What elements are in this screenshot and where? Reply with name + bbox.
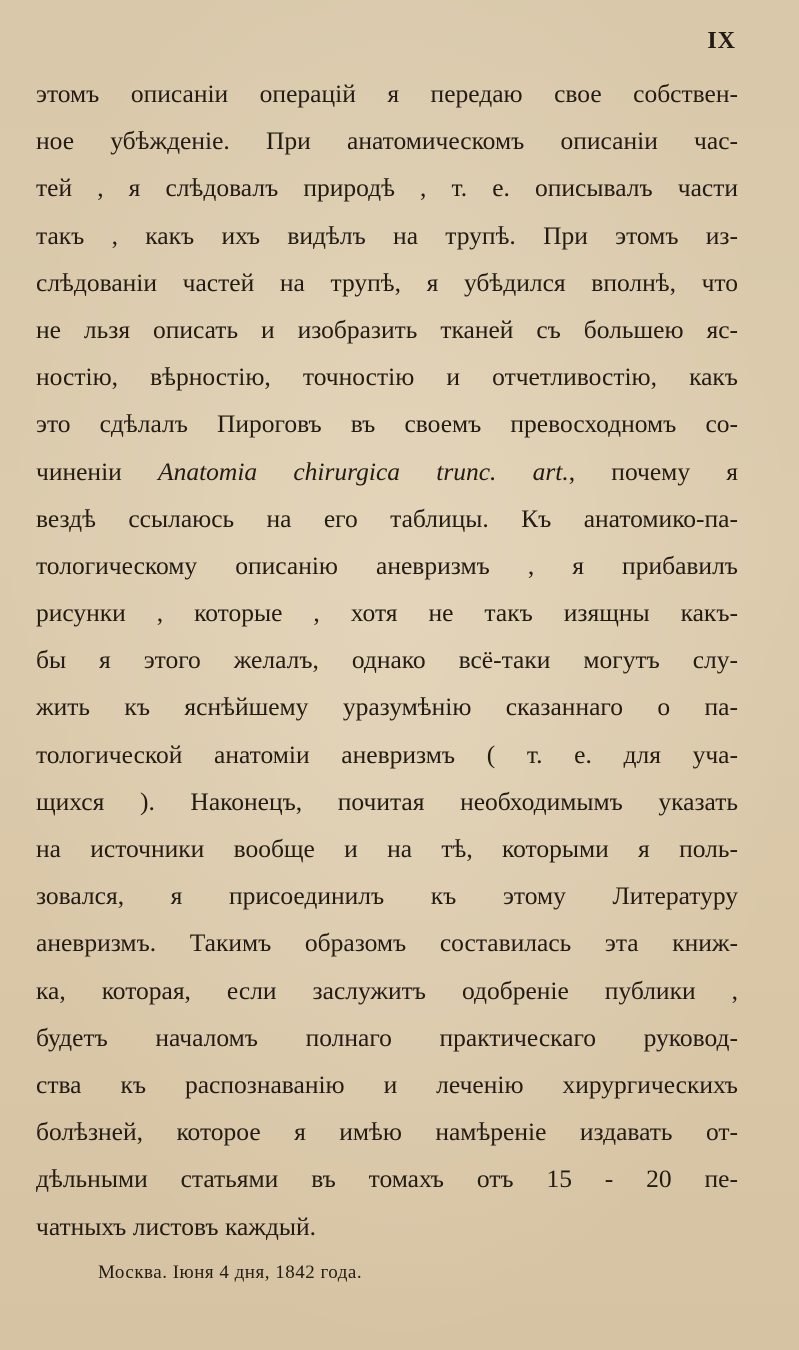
text-line: будетъ началомъ полнаго практическаго руковод- — [36, 1022, 738, 1052]
text-line: чиненiи Anatomia chirurgica trunc. art., почему я — [36, 456, 738, 486]
text-line: ностiю, вѣрностiю, точностiю и отчетливостiю, какъ — [36, 362, 738, 392]
page-number: IX — [707, 28, 736, 54]
text-line: слѣдованiи частей на трупѣ, я убѣдился вполнѣ, что — [36, 267, 738, 297]
text-line: болѣзней, которое я имѣю намѣренiе издавать от- — [36, 1117, 738, 1147]
text-line: ное убѣжденiе. При анатомическомъ описанiи час- — [36, 126, 738, 156]
signature-date-line: Москва. Iюня 4 дня, 1842 года. — [98, 1262, 363, 1283]
latin-title: Anatomia chirurgica trunc. art. — [158, 456, 569, 486]
text-line: бы я этого желалъ, однако всё-таки могутъ слу- — [36, 645, 738, 675]
text-line: не льзя описать и изобразить тканей съ большею яс- — [36, 314, 738, 344]
text-line: тологическому описанiю аневризмъ , я прибавилъ — [36, 550, 738, 580]
text-line: вездѣ ссылаюсь на его таблицы. Къ анатомико-па- — [36, 503, 738, 533]
text-line: тей , я слѣдовалъ природѣ , т. е. описывалъ части — [36, 173, 738, 203]
text-line: жить къ яснѣйшему уразумѣнiю сказаннаго о па- — [36, 692, 738, 722]
text-line: дѣльными статьями въ томахъ отъ 15 - 20 пе- — [36, 1164, 738, 1194]
text-line: ка, которая, если заслужитъ одобренiе публики , — [36, 975, 738, 1005]
text-line: этомъ описанiи операцiй я передаю свое собствен- — [36, 79, 738, 108]
text-line: чатныхъ листовъ каждый. — [36, 1211, 317, 1241]
text-line: тологической анатомiи аневризмъ ( т. е. для уча- — [36, 739, 738, 769]
text-line: зовался, я присоединилъ къ этому Литературу — [36, 881, 738, 911]
body-text — [36, 70, 738, 1250]
text-line: ства къ распознаванiю и леченiю хирургическихъ — [36, 1069, 738, 1099]
text-line: это сдѣлалъ Пироговъ въ своемъ превосходномъ со- — [36, 409, 738, 439]
text-line: щихся ). Наконецъ, почитая необходимымъ указать — [36, 786, 738, 816]
text-line: такъ , какъ ихъ видѣлъ на трупѣ. При этомъ из- — [36, 220, 738, 250]
text-line: рисунки , которые , хотя не такъ изящны какъ- — [36, 598, 738, 628]
text-line: на источники вообще и на тѣ, которыми я поль- — [36, 834, 738, 863]
text-line: аневризмъ. Такимъ образомъ составилась эта книж- — [36, 928, 738, 958]
